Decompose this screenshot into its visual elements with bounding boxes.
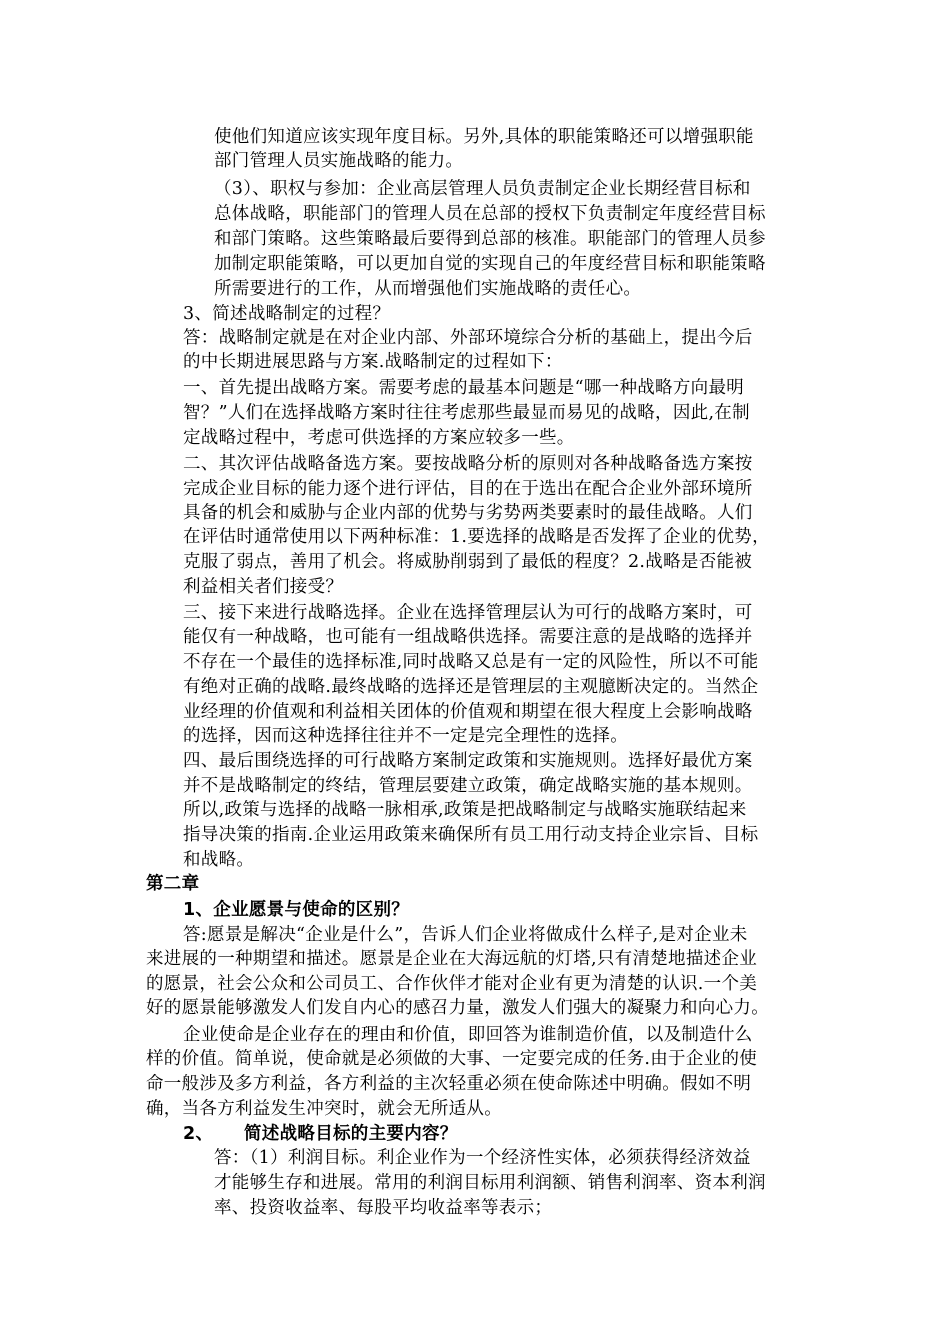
text-line: 好的愿景能够激发人们发自内心的感召力量，激发人们强大的凝聚力和向心力。 <box>146 998 769 1018</box>
text-line: 在评估时通常使用以下两种标准：1.要选择的战略是否发挥了企业的优势， <box>183 527 770 547</box>
text-line: 一、首先提出战略方案。需要考虑的最基本问题是“哪一种战略方向最明 <box>183 378 745 398</box>
chapter-heading: 第二章 <box>146 874 200 894</box>
text-line: 企业使命是企业存在的理由和价值，即回答为谁制造价值，以及制造什么 <box>183 1025 753 1045</box>
text-line: 具备的机会和威胁与企业内部的优势与劣势两类要素时的最佳战略。人们 <box>183 503 753 523</box>
text-line: 完成企业目标的能力逐个进行评估，目的在于选出在配合企业外部环境所 <box>183 479 753 499</box>
text-line: 和战略。 <box>183 850 255 870</box>
text-line: 和部门策略。这些策略最后要得到总部的核准。职能部门的管理人员参 <box>214 229 766 249</box>
text-line: 答：战略制定就是在对企业内部、外部环境综合分析的基础上，提出今后 <box>183 328 753 348</box>
text-line: 率、投资收益率、每股平均收益率等表示； <box>214 1198 553 1218</box>
text-line: 智？”人们在选择战略方案时往往考虑那些最显而易见的战略，因此,在制 <box>183 403 750 423</box>
text-line: 二、其次评估战略备选方案。要按战略分析的原则对各种战略备选方案按 <box>183 454 753 474</box>
text-line: 定战略过程中，考虑可供选择的方案应较多一些。 <box>183 428 575 448</box>
text-line: 并不是战略制定的终结，管理层要建立政策，确定战略实施的基本规则。 <box>183 776 753 796</box>
text-line: 所需要进行的工作，从而增强他们实施战略的责任心。 <box>214 279 642 299</box>
text-line: 总体战略，职能部门的管理人员在总部的授权下负责制定年度经营目标 <box>214 204 766 224</box>
text-line: 来进展的一种期望和描述。愿景是企业在大海远航的灯塔,只有清楚地描述企业 <box>146 949 758 969</box>
text-line: 答:愿景是解决“企业是什么”，告诉人们企业将做成什么样子,是对企业未 <box>183 925 748 945</box>
text-line: （3）、职权与参加：企业高层管理人员负责制定企业长期经营目标和 <box>214 179 751 199</box>
text-line: 指导决策的指南.企业运用政策来确保所有员工用行动支持企业宗旨、目标 <box>183 825 759 845</box>
text-line: 确，当各方利益发生冲突时，就会无所适从。 <box>146 1099 502 1119</box>
question-heading: 1、企业愿景与使命的区别？ <box>183 900 410 920</box>
text-line: 的中长期进展思路与方案.战略制定的过程如下： <box>183 352 563 372</box>
text-line: 命一般涉及多方利益，各方利益的主次轻重必须在使命陈述中明确。假如不明 <box>146 1074 752 1094</box>
text-line: 部门管理人员实施战略的能力。 <box>214 151 464 171</box>
question-heading: 简述战略目标的主要内容？ <box>244 1124 458 1144</box>
text-line: 样的价值。简单说，使命就是必须做的大事、一定要完成的任务.由于企业的使 <box>146 1049 758 1069</box>
text-line: 的选择，因而这种选择往往并不一定是完全理性的选择。 <box>183 726 628 746</box>
text-line: 才能够生存和进展。常用的利润目标用利润额、销售利润率、资本利润 <box>214 1173 766 1193</box>
text-line: 克服了弱点，善用了机会。将威胁削弱到了最低的程度？2.战略是否能被 <box>183 552 753 572</box>
question-number: 2、 <box>183 1124 214 1144</box>
question-heading: 3、简述战略制定的过程？ <box>183 304 391 324</box>
text-line: 所以,政策与选择的战略一脉相承,政策是把战略制定与战略实施联结起来 <box>183 800 747 820</box>
text-line: 能仅有一种战略，也可能有一组战略供选择。需要注意的是战略的选择并 <box>183 627 753 647</box>
text-line: 加制定职能策略，可以更加自觉的实现自己的年度经营目标和职能策略 <box>214 254 766 274</box>
text-line: 的愿景，社会公众和公司员工、合作伙伴才能对企业有更为清楚的认识.一个美 <box>146 974 758 994</box>
text-line: 有绝对正确的战略.最终战略的选择还是管理层的主观臆断决定的。当然企 <box>183 677 759 697</box>
text-line: 不存在一个最佳的选择标准,同时战略又总是有一定的风险性，所以不可能 <box>183 652 759 672</box>
text-line: 使他们知道应该实现年度目标。另外,具体的职能策略还可以增强职能 <box>214 127 754 147</box>
text-line: 业经理的价值观和利益相关团体的价值观和期望在很大程度上会影响战略 <box>183 702 753 722</box>
text-line: 三、接下来进行战略选择。企业在选择管理层认为可行的战略方案时，可 <box>183 603 753 623</box>
text-line: 四、最后围绕选择的可行战略方案制定政策和实施规则。选择好最优方案 <box>183 751 753 771</box>
text-line: 答：（1）利润目标。利企业作为一个经济性实体，必须获得经济效益 <box>214 1148 751 1168</box>
text-line: 利益相关者们接受？ <box>183 577 344 597</box>
